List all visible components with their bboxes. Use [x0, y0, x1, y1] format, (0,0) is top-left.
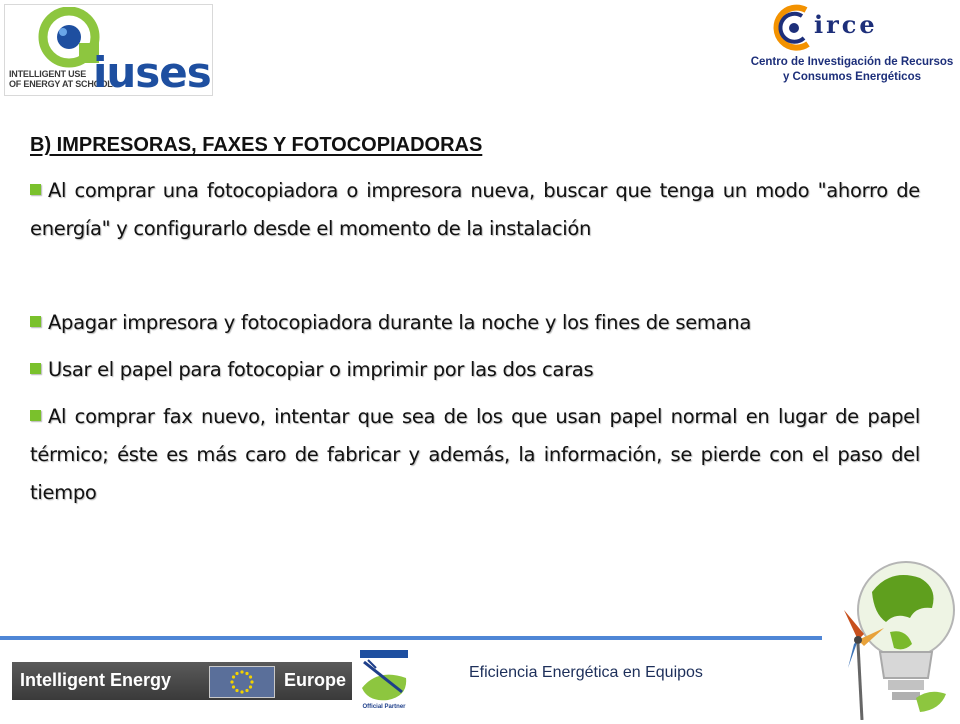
bullet-item [30, 398, 920, 512]
bullet-text: Al comprar una fotocopiadora o impresora nueva, buscar que tenga un modo "ahorro de energía" y configurarlo desde el momento de la instalación [30, 179, 920, 240]
iuses-logo [4, 4, 213, 96]
bullet-text: Apagar impresora y fotocopiadora durante la noche y los fines de semana [48, 311, 751, 334]
lightbulb-globe-illustration [820, 548, 960, 720]
iuses-wordmark: iuses [93, 48, 211, 97]
eu-flag-icon [209, 666, 275, 698]
circe-name-line2: y Consumos Energéticos [782, 71, 922, 83]
iee-left-text: Intelligent Energy [20, 670, 172, 690]
circe-wordmark: irce [814, 10, 878, 39]
partner-emblem-icon [358, 648, 410, 704]
bullet-text: Al comprar fax nuevo, intentar que sea de los que usan papel normal en lugar de papel térmico; éste es más caro de fabricar y además, la información, se pierde con el paso del tiempo [30, 405, 920, 504]
bullet-item [30, 172, 920, 248]
intelligent-energy-europe-logo [12, 662, 352, 700]
footer-title: Eficiencia Energética en Equipos [469, 664, 703, 681]
slide-heading: B) IMPRESORAS, FAXES Y FOTOCOPIADORAS [30, 134, 483, 156]
official-partner-logo [358, 648, 410, 714]
bullet-item [30, 304, 920, 342]
iuses-tagline: INTELLIGENT USE OF ENERGY AT SCHOOL [9, 69, 113, 89]
iee-right-text: Europe [284, 670, 347, 690]
circe-name-line1: Centro de Investigación de Recursos [750, 56, 954, 68]
bullet-square-icon [30, 316, 41, 327]
bullet-square-icon [30, 410, 41, 421]
bullet-square-icon [30, 363, 41, 374]
bullet-item [30, 351, 920, 389]
bullet-square-icon [30, 184, 41, 195]
circe-swirl-icon [772, 4, 816, 52]
bullet-text: Usar el papel para fotocopiar o imprimir por las dos caras [48, 358, 594, 381]
footer-divider [0, 636, 822, 640]
partner-caption: Official Partner [362, 704, 406, 710]
circe-logo [744, 4, 954, 90]
